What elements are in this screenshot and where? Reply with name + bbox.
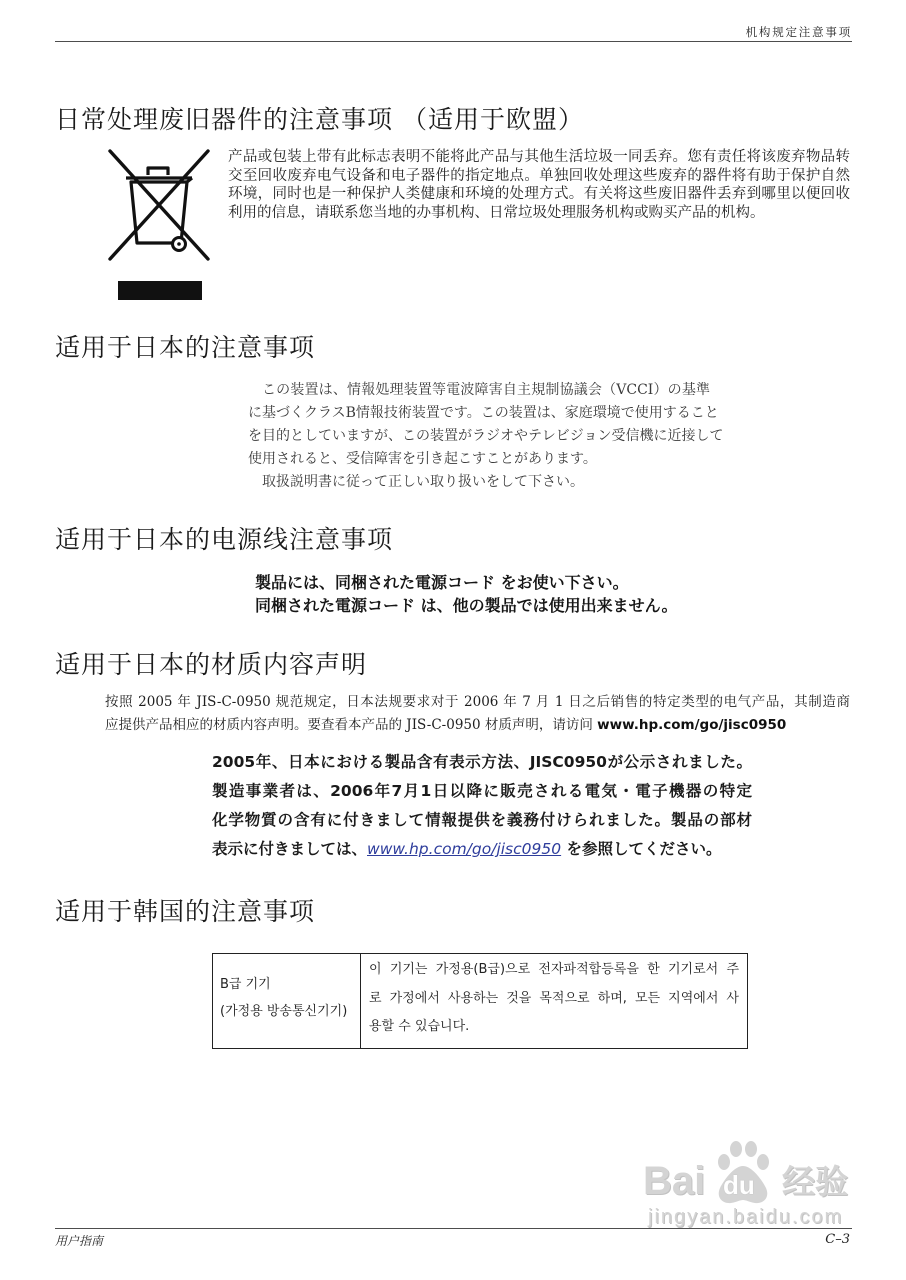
watermark-brand-du: du: [723, 1170, 755, 1200]
description-cell: [361, 954, 747, 1048]
power-cord-notice: [255, 571, 678, 617]
paragraph-line: 利用的信息，请联系您当地的办事机构、日常垃圾处理服务机构或购买产品的机构。: [228, 205, 765, 222]
paragraph-line-text: 应提供产品相应的材质内容声明。要查看本产品的 JIS-C-0950 材质声明，请访问: [105, 717, 598, 733]
jisc-notice-line: [212, 835, 752, 864]
eu-disposal-paragraph: [228, 148, 850, 223]
description-line: 로 가정에서 사용하는 것을 목적으로 하며, 모든 지역에서 사: [369, 990, 739, 1006]
jisc-notice-text: を参照してください。: [561, 840, 722, 858]
vcci-line: この装置は、情報処理装置等電波障害自主規制協議会（VCCI）の基準: [262, 382, 710, 398]
footer-guide-title: 用户指南: [55, 1234, 104, 1248]
running-header-title: 机构规定注意事项: [745, 25, 852, 39]
paragraph-line: 产品或包装上带有此标志表明不能将此产品与其他生活垃圾一同丢弃。您有责任将该废弃物品转: [228, 149, 850, 165]
vcci-notice-image-text: [248, 379, 724, 494]
paragraph-line: 交至回收废弃电气设备和电子器件的指定地点。单独回收处理这些废弃的器件将有助于保护自然: [228, 167, 850, 184]
paragraph-line: [105, 714, 850, 737]
footer-page-number: C–3: [825, 1232, 850, 1247]
jisc-notice-line: 製造事業者は、2006年7月1日以降に販売される電気・電子機器の特定: [212, 782, 752, 800]
class-cell-line: B급 기기: [220, 977, 271, 992]
weee-crossed-out-bin-icon: [106, 148, 212, 304]
material-content-paragraph: [105, 691, 850, 737]
jisc-notice-image-text: [212, 748, 752, 864]
jisc-notice-url: www.hp.com/go/jisc0950: [367, 840, 562, 858]
section-heading-japan-material-content: 适用于日本的材质内容声明: [55, 650, 368, 679]
header-rule: [55, 41, 852, 42]
class-cell-line: (가정용 방송통신기기): [220, 1004, 348, 1019]
power-cord-line: 製品には、同梱された電源コード をお使い下さい。: [255, 573, 629, 592]
section-heading-eu-disposal: 日常处理废旧器件的注意事项 （适用于欧盟）: [55, 105, 584, 134]
power-cord-line: 同梱された電源コード は、他の製品では使用出来ません。: [255, 596, 678, 615]
watermark-brand-bai: Bai: [643, 1159, 706, 1203]
description-line: 이 기기는 가정용(B급)으로 전자파적합등록을 한 기기로서 주: [369, 962, 739, 977]
footer-rule: [55, 1228, 852, 1229]
jisc-notice-line: 2005年、日本における製品含有表示方法、JISC0950が公示されました。: [212, 753, 752, 771]
description-line: 용할 수 있습니다.: [369, 1019, 470, 1034]
watermark-brand-jingyan: 经验: [782, 1162, 848, 1201]
section-heading-japan-power-cord: 适用于日本的电源线注意事项: [55, 525, 394, 554]
paragraph-line: 按照 2005 年 JIS-C-0950 规范规定，日本法规要求对于 2006 年 7 月 1 日之后销售的特定类型的电气产品，其制造商: [105, 694, 850, 710]
jisc-url-link[interactable]: www.hp.com/go/jisc0950: [597, 717, 787, 733]
vcci-line: 使用されると、受信障害を引き起こすことがあります。: [248, 451, 597, 467]
vcci-line: を目的としていますが、この装置がラジオやテレビジョン受信機に近接して: [248, 428, 724, 444]
vcci-line: に基づくクラスB情報技術装置です。この装置は、家庭環境で使用すること: [248, 405, 719, 421]
watermark-site-url: jingyan.baidu.com: [648, 1206, 844, 1228]
section-heading-korea: 适用于韩国的注意事项: [55, 897, 316, 926]
class-cell: [213, 954, 361, 1048]
section-heading-japan-notice: 适用于日本的注意事项: [55, 333, 316, 362]
jisc-notice-line: 化学物質の含有に付きまして情報提供を義務付けられました。製品の部材: [212, 811, 752, 829]
jisc-notice-text: 表示に付きましては、: [212, 840, 368, 858]
korea-class-b-table: [212, 953, 748, 1049]
paragraph-line: 环境，同时也是一种保护人类健康和环境的处理方式。有关将这些废旧器件丢弃到哪里以便回收: [228, 186, 850, 203]
vcci-line: 取扱説明書に従って正しい取り扱いをして下さい。: [262, 474, 584, 490]
